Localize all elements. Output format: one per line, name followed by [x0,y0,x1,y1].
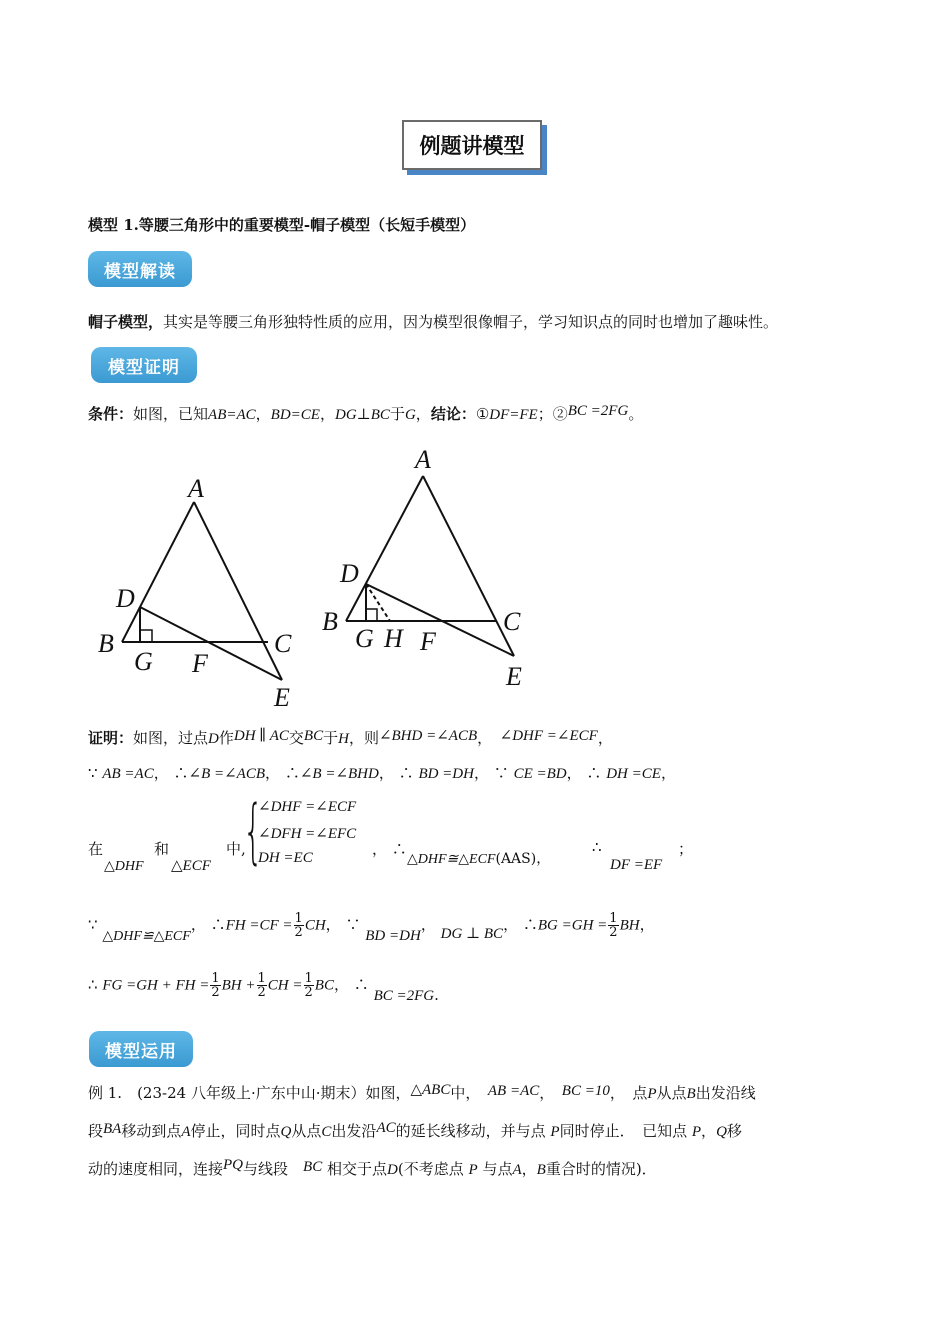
therefore-symbol: ∴ [210,915,226,934]
label-g-left: G [134,647,153,676]
condition-line [88,403,643,424]
sep: ， [190,915,206,934]
system-eq-3: DH =EC [258,850,313,866]
cond-ab-ac: AB=AC [208,407,256,423]
text: (不考虑点 [397,1160,464,1178]
math-bc-2fg: BC =2FG [373,987,435,1004]
badge-model-apply: 模型运用 [89,1031,193,1067]
sep: ， [325,915,341,934]
math-pq: PQ [223,1157,244,1173]
proof-word-zhong: 中, [226,840,246,858]
math: CH [304,917,326,934]
text: ， [701,1122,717,1140]
label-f-left: F [192,649,208,678]
point-q: Q [280,1124,292,1140]
math-congruent: △DHF≅△ECF [407,852,496,867]
label-d-left: D [116,584,135,613]
label-c-right: C [503,607,521,636]
point-q: Q [716,1124,727,1140]
math: BD =DH [365,927,421,944]
sep: ， [660,764,676,782]
fraction-numerator: 1 [304,971,313,986]
sep: ， [265,764,281,782]
result-2-marker: ② [552,405,568,423]
fraction-denominator: 2 [609,925,618,940]
fraction-numerator: 1 [257,971,266,986]
text: 移 [726,1122,742,1140]
point-d: D [208,731,219,747]
therefore-symbol: ∴ [391,840,407,858]
term-hat-model: 帽子模型， [88,313,164,331]
point-p: P [550,1124,560,1140]
sep: ， [503,915,519,934]
math-dh-parallel-ac: DH ∥ AC [233,728,289,744]
point-p: P [691,1124,702,1140]
interpret-paragraph [88,311,778,332]
math-angle-bhd: ∠BHD =∠ACB [378,728,478,744]
text: ， [539,1084,547,1102]
math-df-ef: DF =EF [610,857,663,873]
example-line-2 [88,1120,742,1141]
label-h-right: H [384,624,403,653]
point-b: B [686,1086,696,1102]
fraction-denominator: 2 [304,985,313,1000]
because-symbol: ∵ [345,915,361,934]
label-b-left: B [98,629,114,658]
fraction-numerator: 1 [609,911,618,926]
math: DG ⊥ BC [440,925,504,942]
point-a: A [512,1162,522,1178]
text: 如图，过点 [133,729,209,747]
fraction-half [294,912,304,939]
geometry-figures [0,440,950,720]
math: BH [619,917,640,934]
result-1-marker: ① [475,405,490,423]
point-p: P [468,1162,478,1178]
section-title: 例题讲模型 [402,120,542,170]
therefore-symbol: ∴ [522,915,538,934]
text: 相交于点 [327,1160,388,1178]
text: 从点 [291,1122,322,1140]
fraction-half [304,972,314,999]
proof-line-2 [88,762,676,783]
badge-model-proof: 模型证明 [91,347,197,383]
right-angle-mark [140,630,152,642]
text: 例 1. (23-24 八年级上·广东中山·期末）如图， [88,1084,411,1102]
segment-ae [423,476,514,656]
label-f-right: F [420,627,436,656]
condition-text: 于 [389,405,405,423]
proof-line-4 [88,911,655,944]
label-a-left: A [188,474,204,503]
proof-word-he: 和 [154,840,170,858]
therefore-symbol: ∴ [353,975,369,994]
math: FH =CF = [225,917,293,934]
math: AB =AC [102,766,154,782]
therefore-symbol: ∴ [592,838,602,856]
math-triangle-abc: △ABC [410,1082,451,1098]
result-1: DF=FE [489,407,538,423]
text: 动的速度相同，连接 [88,1160,224,1178]
sep: . [434,985,439,1004]
text: 中， [450,1084,473,1102]
cond-dg-perp-bc: DG⊥BC [334,407,390,423]
segment-ab [122,502,194,642]
proof-label: 证明： [88,729,134,747]
sep: ， [153,764,169,782]
text: 交 [288,729,304,747]
therefore-symbol: ∴ [88,975,98,994]
fraction-numerator: 1 [211,971,220,986]
example-line-3 [88,1158,657,1179]
text: 与线段 [243,1160,289,1178]
text: 作 [218,729,234,747]
math-bc-10: BC =10 [561,1083,610,1099]
sep: ， [566,764,582,782]
point-a: A [181,1124,191,1140]
sep: ， [536,851,551,867]
math: FG =GH + FH = [102,977,210,994]
system-brace: { [243,790,264,872]
text: 重合时的情况)． [545,1160,657,1178]
text: 于 [323,729,339,747]
cond-g: G [404,407,416,423]
label-a-right: A [415,445,431,474]
text: 的延长线移动，并与点 [395,1122,546,1140]
right-angle-mark [366,609,377,621]
therefore-symbol: ∴ [398,764,414,782]
sep: ； [537,405,553,423]
model-heading: 模型 1.等腰三角形中的重要模型-帽子模型（长短手模型） [88,216,476,234]
label-e-right: E [506,662,522,691]
math: ∠B =∠ACB [188,766,266,782]
sep: ， [319,405,335,423]
math: ∠B =∠BHD [299,766,379,782]
triangle-dhf: △DHF [104,859,144,874]
text: 同时停止． 已知点 [559,1122,688,1140]
fraction-half [257,972,267,999]
point-d: D [387,1162,398,1178]
therefore-symbol: ∴ [173,764,189,782]
proof-line-5 [88,971,439,1004]
label-d-right: D [340,559,359,588]
conclusion-label: 结论： [430,405,476,423]
text: 出发沿 [331,1122,377,1140]
point-b: B [536,1162,546,1178]
math-congruent: △DHF≌△ECF [102,928,191,944]
text: ， [477,729,485,747]
result-2: BC =2FG [567,403,629,419]
sep: ， [473,764,489,782]
math-angle-dhf: ∠DHF =∠ECF [499,728,598,744]
interpret-text: 其实是等腰三角形独特性质的应用，因为模型很像帽子，学习知识点的同时也增加了趣味性。 [163,313,779,331]
math: DH =CE [606,766,661,782]
math-ab-ac: AB =AC [487,1083,540,1099]
fraction-denominator: 2 [257,985,266,1000]
text: 从点 [656,1084,687,1102]
sep: ， [372,840,388,858]
triangle-ecf: △ECF [171,858,211,874]
example-line-1 [88,1082,756,1103]
label-g-right: G [355,624,374,653]
math: CH = [267,977,303,994]
label-c-left: C [274,629,292,658]
math: BH + [221,977,256,994]
aas-reason: (AAS) [495,851,537,867]
math: BG =GH = [537,917,608,934]
text: ， [521,1160,537,1178]
text: 与点 [482,1160,513,1178]
math: BD =DH [418,766,474,782]
system-eq-2: ∠DFH =∠EFC [258,826,357,842]
math-bc: BC [303,1159,323,1175]
label-b-right: B [322,607,338,636]
point-c: C [321,1124,332,1140]
sep: ， [639,915,655,934]
therefore-symbol: ∴ [284,764,300,782]
sep: ， [420,915,436,934]
proof-word-zai: 在 [88,840,104,858]
text: 段 [88,1122,104,1140]
badge-model-interpret: 模型解读 [88,251,192,287]
segment-ab [346,476,423,621]
segment-de [140,607,282,680]
point-h: H [338,731,349,747]
label-e-left: E [274,683,290,712]
math-bc: BC [303,728,324,744]
math-ac: AC [376,1120,396,1136]
fraction-numerator: 1 [294,911,303,926]
text: ， [597,729,613,747]
math-ba: BA [103,1121,122,1137]
system-eq-1: ∠DHF =∠ECF [258,799,357,815]
text: 移动到点 [121,1122,182,1140]
proof-line-3-tail [372,838,407,859]
sep: ， [255,405,271,423]
proof-line-1 [88,727,613,748]
fraction-half [608,912,618,939]
math: CE =BD [513,766,567,782]
fraction-denominator: 2 [211,985,220,1000]
because-symbol: ∵ [88,915,98,934]
cond-bd-ce: BD=CE [270,407,320,423]
text: ， 点 [609,1084,648,1102]
sep: ； [678,840,694,858]
text: 停止，同时点 [190,1122,281,1140]
point-p: P [647,1086,657,1102]
condition-text: 如图，已知 [133,405,209,423]
math: BC [314,977,334,994]
because-symbol: ∵ [493,764,509,782]
text: 出发沿线 [695,1084,756,1102]
sep: 。 [628,405,644,423]
proof-congruence [407,848,550,868]
because-symbol: ∵ [88,764,98,782]
sep: ， [333,975,349,994]
condition-label: 条件： [88,405,134,423]
text: ，则 [348,729,379,747]
therefore-symbol: ∴ [586,764,602,782]
fraction-half [210,972,220,999]
sep: ， [378,764,394,782]
fraction-denominator: 2 [294,925,303,940]
sep: ， [415,405,431,423]
